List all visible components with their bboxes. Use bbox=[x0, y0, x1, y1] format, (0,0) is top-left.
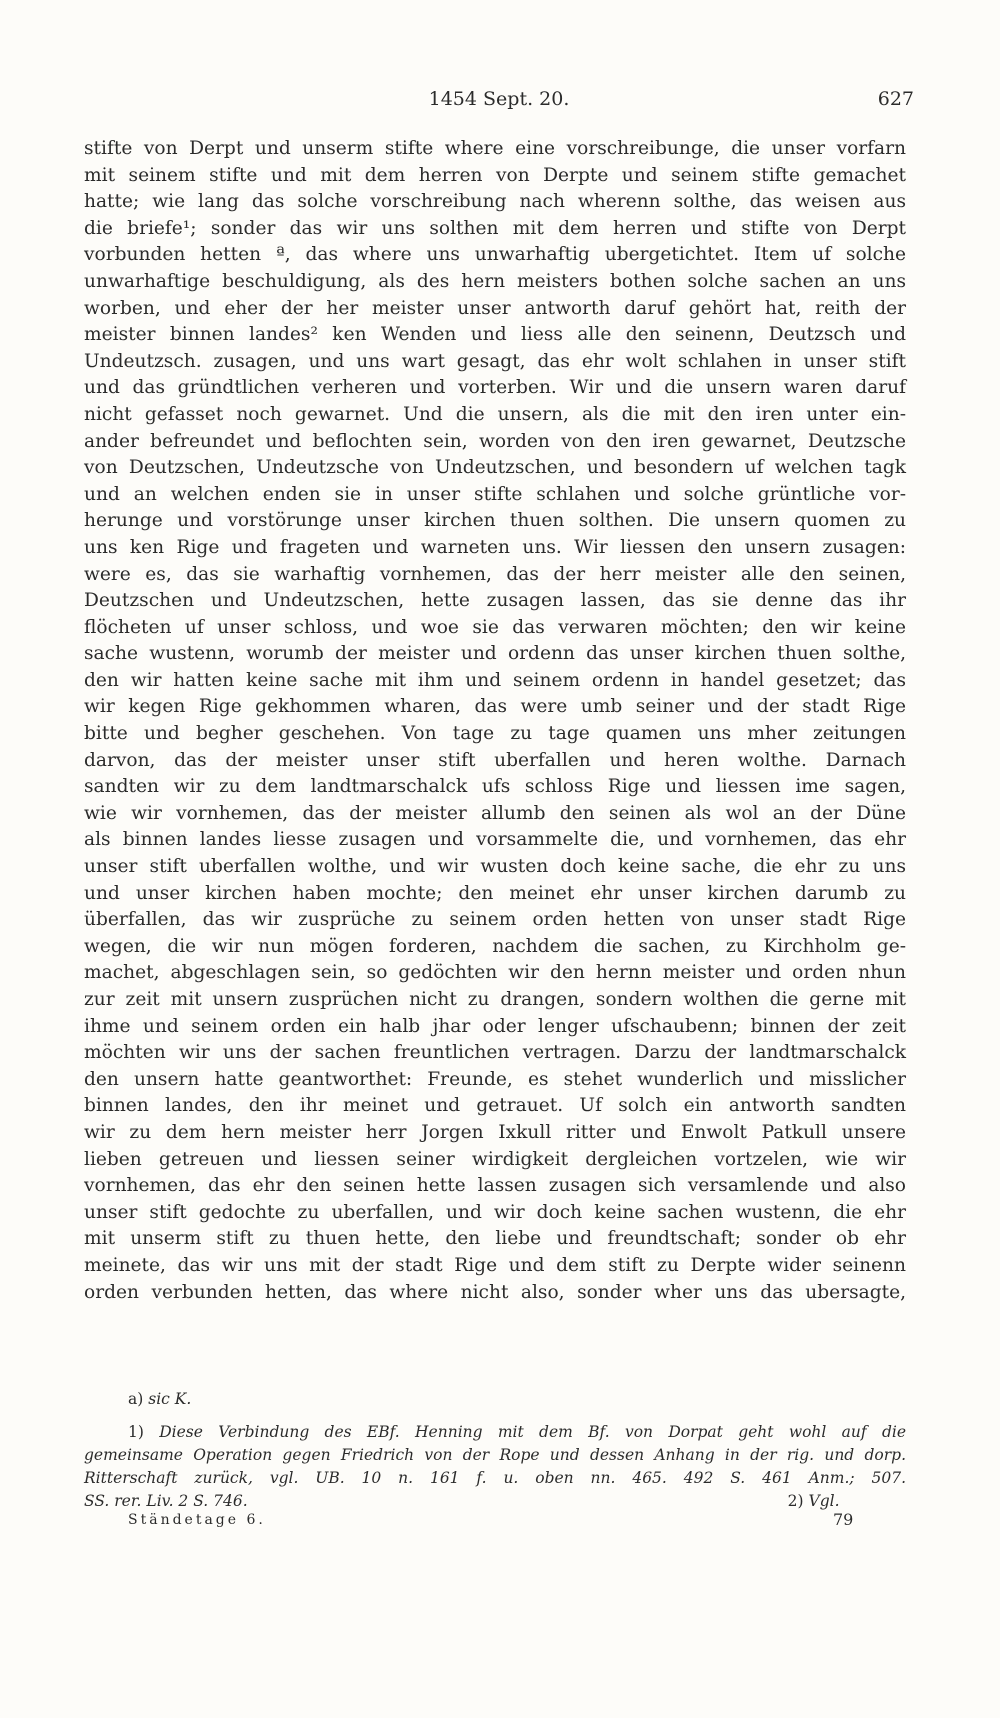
text-line: Deutzschen und Undeutzschen, hette zusagen lassen, das sie denne das ihr bbox=[84, 590, 906, 612]
text-line: stifte von Derpt und unserm stifte where eine vorschreibunge, die unser vorfarn bbox=[84, 138, 906, 159]
text-line: meinete, das wir uns mit der stadt Rige und dem stift zu Derpte wider seinenn bbox=[84, 1254, 906, 1276]
footnote-2-number: 2) bbox=[787, 1492, 804, 1510]
text-line: wegen, die wir nun mögen forderen, nachdem die sachen, zu Kirchholm ge- bbox=[84, 935, 906, 957]
text-line: unser stift uberfallen wolthe, und wir wusten doch keine sache, die ehr zu uns bbox=[84, 856, 906, 878]
footnote-1-line: Ritterschaft zurück, vgl. UB. 10 n. 161 f. u. oben nn. 465. 492 S. 461 Anm.; 507. bbox=[84, 1469, 906, 1487]
footnote-1-line-text: SS. rer. Liv. 2 S. 746. bbox=[84, 1492, 248, 1510]
footnote-1-number: 1) bbox=[128, 1423, 144, 1441]
text-line: von Deutzschen, Undeutzsche von Undeutzschen, und besondern uf welchen tagk bbox=[84, 457, 906, 479]
text-line: möchten wir uns der sachen freuntlichen vertragen. Darzu der landtmarschalck bbox=[84, 1042, 906, 1064]
footnote-1-line: gemeinsame Operation gegen Friedrich von der Rope und dessen Anhang in der rig. und dorp. bbox=[84, 1446, 906, 1464]
running-header bbox=[84, 88, 914, 118]
text-line: überfallen, das wir zusprüche zu seinem orden hetten von unser stadt Rige bbox=[84, 909, 906, 931]
sheet-signature: Ständetage 6. bbox=[128, 1512, 266, 1528]
text-line: zur zeit mit unsern zusprüchen nicht zu drangen, sondern wolthen die gerne mit bbox=[84, 989, 906, 1010]
text-line: und das gründtlichen verheren und vorterben. Wir und die unsern waren daruf bbox=[84, 377, 906, 399]
text-line: als binnen landes liesse zusagen und vorsammelte die, und vornhemen, das ehr bbox=[84, 829, 906, 851]
footnote-1 bbox=[84, 1421, 906, 1513]
footnote-a bbox=[84, 1388, 906, 1411]
text-line: vornhemen, das ehr den seinen hette lassen zusagen sich versamlende und also bbox=[84, 1175, 906, 1197]
footnotes bbox=[84, 1388, 906, 1513]
text-line: binnen landes, den ihr meinet und getrauet. Uf solch ein antworth sandten bbox=[84, 1095, 906, 1117]
text-line: und unser kirchen haben mochte; den meinet ehr unser kirchen darumb zu bbox=[84, 882, 906, 904]
text-line: den wir hatten keine sache mit ihm und seinem ordenn in handel gesetzet; das bbox=[84, 669, 906, 691]
text-line: worben, und eher der her meister unser antworth daruf gehört hat, reith der bbox=[84, 297, 906, 319]
text-line: lieben getreuen und liessen seiner wirdigkeit dergleichen vortzelen, wie wir bbox=[84, 1148, 906, 1170]
text-line: unwarhaftige beschuldigung, als des hern meisters bothen solche sachen an uns bbox=[84, 270, 906, 292]
text-line: Undeutzsch. zusagen, und uns wart gesagt, das ehr wolt schlahen in unser stift bbox=[84, 350, 906, 372]
page-number: 627 bbox=[877, 88, 914, 110]
text-line: wie wir vornhemen, das der meister allumb den seinen als wol an der Düne bbox=[84, 802, 906, 824]
text-line: unser stift gedochte zu uberfallen, und wir doch keine sachen wustenn, die ehr bbox=[84, 1201, 906, 1223]
footnote-a-text: sic K. bbox=[148, 1390, 192, 1408]
text-line: nicht gefasset noch gewarnet. Und die unsern, als die mit den iren unter ein- bbox=[84, 403, 906, 425]
footnote-a-marker: a) bbox=[128, 1390, 144, 1408]
text-line: die briefe¹; sonder das wir uns solthen mit dem herren und stifte von Derpt bbox=[84, 217, 906, 239]
text-line: mit seinem stifte und mit dem herren von Derpte und seinem stifte gemachet bbox=[84, 164, 906, 186]
text-line: herunge und vorstörunge unser kirchen thuen solthen. Die unsern quomen zu bbox=[84, 510, 906, 532]
text-line: darvon, das der meister unser stift uberfallen und heren wolthe. Darnach bbox=[84, 749, 906, 771]
text-line: ihme und seinem orden ein halb jhar oder lenger ufschaubenn; binnen der zeit bbox=[84, 1015, 906, 1037]
text-line: und an welchen enden sie in unser stifte schlahen und solche grüntliche vor- bbox=[84, 483, 906, 505]
text-line: orden verbunden hetten, das where nicht also, sonder wher uns das ubersagte, bbox=[84, 1281, 906, 1303]
text-line: bitte und begher geschehen. Von tage zu tage quamen uns mher zeitungen bbox=[84, 723, 906, 745]
text-line: uns ken Rige und frageten und warneten uns. Wir liessen den unsern zusagen: bbox=[84, 536, 906, 558]
text-line: sache wustenn, worumb der meister und ordenn das unser kirchen thuen solthe, bbox=[84, 643, 906, 665]
main-text bbox=[84, 136, 906, 1306]
text-line: were es, das sie warhaftig vornhemen, das der herr meister alle den seinen, bbox=[84, 563, 906, 585]
text-line: vorbunden hetten ª, das where uns unwarhaftig ubergetichtet. Item uf solche bbox=[84, 244, 906, 266]
footnote-1-line bbox=[84, 1421, 906, 1444]
text-line: den unsern hatte geantworthet: Freunde, es stehet wunderlich und misslicher bbox=[84, 1068, 906, 1090]
sheet-number: 79 bbox=[833, 1510, 854, 1529]
page-footer bbox=[128, 1510, 854, 1529]
text-line: sandten wir zu dem landtmarschalck ufs schloss Rige und liessen ime sagen, bbox=[84, 776, 906, 798]
footnote-2-text: Vgl. bbox=[808, 1492, 840, 1510]
footnote-1-line bbox=[84, 1490, 906, 1513]
text-line: ander befreundet und beflochten sein, worden von den iren gewarnet, Deutzsche bbox=[84, 430, 906, 452]
text-line: wir zu dem hern meister herr Jorgen Ixkull ritter und Enwolt Patkull unsere bbox=[84, 1121, 906, 1143]
text-line: flöcheten uf unser schloss, und woe sie das verwaren möchten; den wir keine bbox=[84, 616, 906, 638]
text-line: wir kegen Rige gekhommen wharen, das were umb seiner und der stadt Rige bbox=[84, 696, 906, 718]
text-line: machet, abgeschlagen sein, so gedöchten wir den hernn meister und orden nhun bbox=[84, 962, 906, 984]
text-line: meister binnen landes² ken Wenden und liess alle den seinenn, Deutzsch und bbox=[84, 324, 906, 346]
text-line: hatte; wie lang das solche vorschreibung nach wherenn solthe, das weisen aus bbox=[84, 191, 906, 213]
footnote-1-line-text: Diese Verbindung des EBf. Henning mit dem Bf. von Dorpat geht wohl auf die bbox=[159, 1423, 906, 1441]
header-date: 1454 Sept. 20. bbox=[428, 88, 570, 110]
text-line: mit unserm stift zu thuen hette, den liebe und freundtschaft; sonder ob ehr bbox=[84, 1228, 906, 1250]
